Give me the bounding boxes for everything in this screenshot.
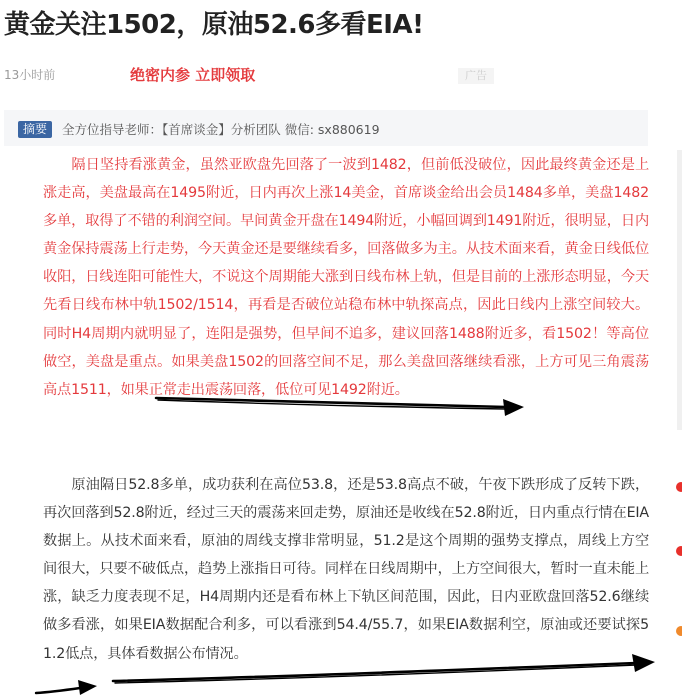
side-scroll-strip — [677, 150, 682, 430]
side-dot-icon — [676, 482, 682, 492]
article-title: 黄金关注1502，原油52.6多看EIA! — [4, 10, 424, 40]
side-dot-icon — [676, 626, 682, 636]
ad-label: 广告 — [458, 68, 494, 84]
gold-analysis-paragraph: 隔日坚持看涨黄金，虽然亚欧盘先回落了一波到1482，但前低没破位，因此最终黄金还是上涨走高，美盘最高在1495附近，日内再次上涨14美金，首席谈金给出会员1484多单，美盘1482多单，取得了不错的利润空间。早间黄金开盘在1494附近，小幅回调到1491附近，很明显，日内黄金保持震荡上行走势，今天黄金还是要继续看多，回落做多为主。从技术面来看，黄金日线低位收阳，日线连阳可能性大，不说这个周期能大涨到日线布林上轨，但是目前的上涨形态明显，今天先看日线布林中轨1502/1514，再看是否破位站稳布林中轨探高点，因此日线内上涨空间较大。同时H4周期内就明显了，连阳是强势，但早间不追多，建议回落1488附近多，看1502！等高位做空，美盘是重点。如果美盘1502的回落空间不足，那么美盘回落继续看涨，上方可见三角震荡高点1511，如果正常走出震荡回落，低位可见1492附近。 — [43, 157, 649, 398]
bottom-arrow — [36, 688, 80, 693]
summary-text: 全方位指导老师：【首席谈金】分析团队 微信: sx880619 — [62, 122, 380, 137]
side-dot-icon — [676, 546, 682, 556]
summary-bar — [4, 110, 648, 146]
publish-time: 13小时前 — [4, 68, 56, 82]
summary-tag: 摘要 — [18, 121, 52, 138]
promo-link[interactable]: 绝密内参 立即领取 — [130, 66, 256, 84]
arrowhead-icon — [78, 680, 97, 695]
oil-analysis-paragraph: 原油隔日52.8多单，成功获利在高位53.8，还是53.8高点不破，午夜下跌形成了反转下跌，再次回落到52.8附近，经过三天的震荡来回走势，原油还是收线在52.8附近，日内重点行情在EIA数据上。从技术面来看，原油的周线支撑非常明显，51.2是这个周期的强势支撑点，周线上方空间很大，只要不破低点，趋势上涨指日可待。同样在日线周期中，上方空间很大，暂时一直未能上涨，缺乏力度表现不足，H4周期内还是看布林上下轨区间范围，因此，日内亚欧盘回落52.6继续做多看涨，如果EIA数据配合利多，可以看涨到54.4/55.7，如果EIA数据利空，原油或还要试探51.2低点，具体看数据公布情况。 — [43, 477, 649, 662]
